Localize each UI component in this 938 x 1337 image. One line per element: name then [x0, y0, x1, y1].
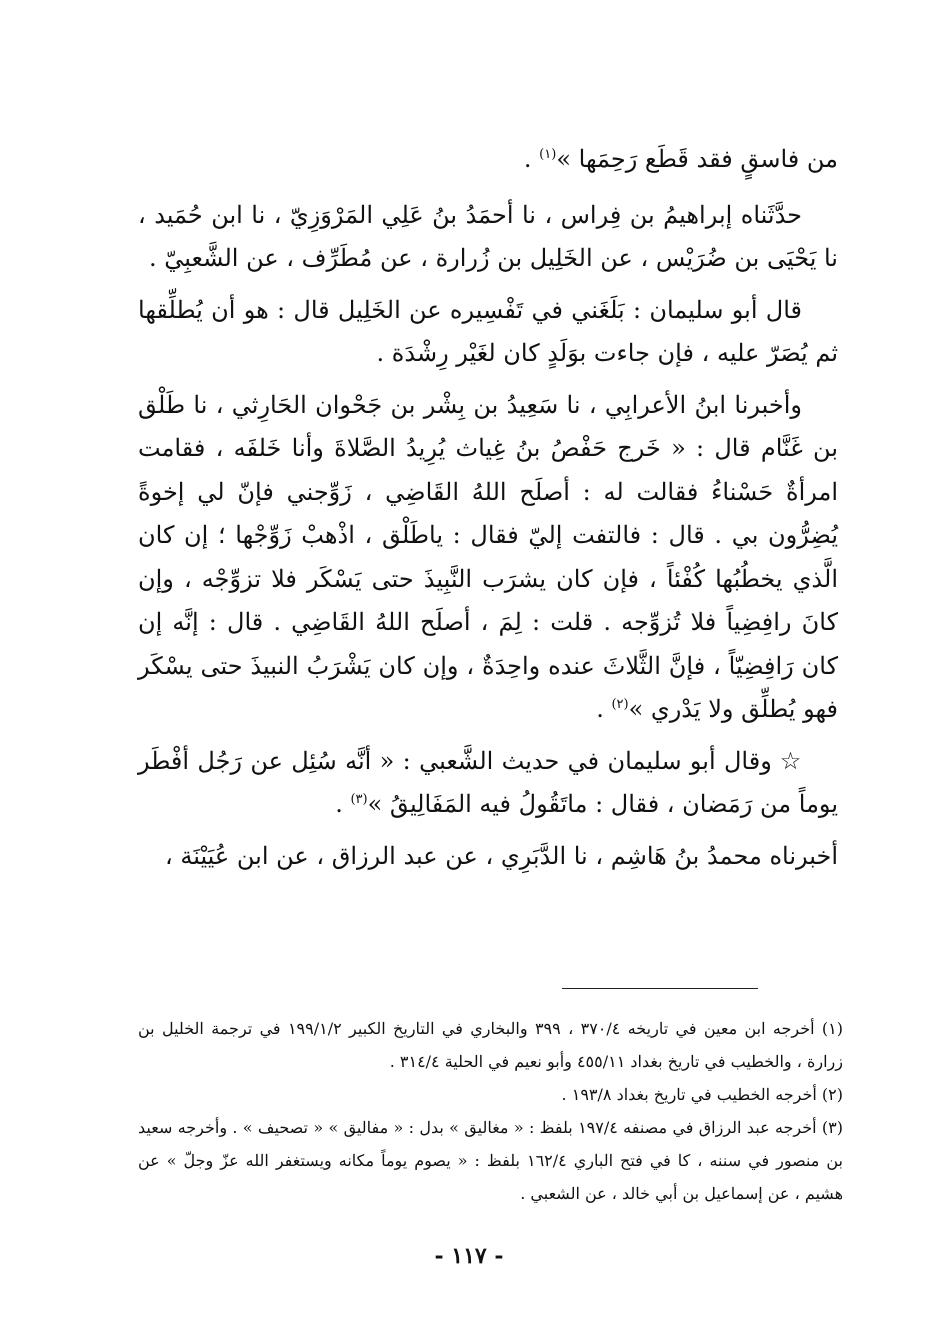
- footnote-ref-3: (٣): [350, 792, 368, 807]
- footnote-ref-2: (٢): [611, 697, 629, 712]
- footnotes: [138, 1012, 843, 1210]
- paragraph-4-end: .: [596, 695, 612, 723]
- footnote-2: (٢) أخرجه الخطيب في تاريخ بغداد ١٩٣/٨ .: [561, 1085, 843, 1104]
- footnote-divider: [562, 988, 758, 989]
- paragraph-5-text: وقال أبو سليمان في حديث الشَّعبي : « أنَّه سُئِل عن رَجُل أفْطَر يوماً من رَمَضان ، فقال : ماتَقُولُ فيه المَفَالِيقُ »: [138, 746, 838, 818]
- paragraph-4: [138, 384, 838, 732]
- footnote-ref-1: (١): [539, 147, 557, 162]
- page-number: - ١١٧ -: [434, 1243, 504, 1269]
- paragraph-6: أخبرناه محمدُ بنُ هَاشِم ، نا الدَّبَرِي ، عن عبد الرزاق ، عن ابن عُيَيْنَة ،: [164, 841, 838, 870]
- main-text: [138, 138, 838, 878]
- paragraph-5-end: .: [335, 790, 351, 818]
- paragraph-3: قال أبو سليمان : بَلَغَني في تَفْسِيره عن الخَلِيل قال : هو أن يُطلِّقها ثم يُصَرّ عليه ، فإن جاءت بوَلَدٍ كان لغَيْر رِشْدَة .: [138, 295, 838, 367]
- paragraph-1-end: .: [523, 145, 540, 173]
- paragraph-4-text: وأخبرنا ابنُ الأعرابِي ، نا سَعِيدُ بن بِشْر بن جَحْوان الحَارِثي ، نا طَلْق بن غَنَّام قال : « خَرج حَفْصُ بنُ غِياث يُرِيدُ الصَّلاةَ وأنا خَلفَه ، فقامت امرأةٌ حَسْناءُ فقالت له : أصلَح اللهُ القَاضِي ، زَوِّجني فإنّ لي إخوةً يُضِرُّون بي . قال : فالتفت إليّ فقال : ياطَلْق ، اذْهبْ زَوِّجْها ؛ إن كان الَّذي يخطُبُها كُفْئاً ، فإن كان يشرَب النَّبِيذَ حتى يَسْكَر فلا تزوِّجْه ، وإن كانَ رافِضِياً فلا تُزوِّجه . قلت : لِمَ ، أصلَح اللهُ القَاضِي . قال : إنَّه إن كان رَافِضِيّاً ، فإنَّ الثَّلاثَ عنده واحِدَةٌ ، وإن كان يَشْرَبُ النبيذَ حتى يسْكَر فهو يُطلِّق ولا يَدْري »: [138, 390, 838, 723]
- footnote-3: (٣) أخرجه عبد الرزاق في مصنفه ١٩٧/٤ بلفظ : « مغاليق » بدل : « مفاليق » « تصحيف » . وأخرجه سعيد بن منصور في سننه ، كا في فتح الباري ١٦٢/٤ بلفظ : « يصوم يوماً مكانه ويستغفر الله عزّ وجلّ » عن هشيم ، عن إسماعيل بن أبي خالد ، عن الشعبي .: [138, 1118, 844, 1203]
- footnote-1: (١) أخرجه ابن معين في تاريخه ٣٧٠/٤ ، ٣٩٩ والبخاري في التاريخ الكبير ١٩٩/١/٢ في ترجمة الخليل بن زرارة ، والخطيب في تاريخ بغداد ٤٥٥/١١ وأبو نعيم في الحلية ٣١٤/٤ .: [138, 1019, 843, 1071]
- paragraph-1-text: من فاسقٍ فقد قَطَع رَحِمَها »: [556, 145, 838, 173]
- paragraph-2: حدَّثَناه إبراهيمُ بن فِراس ، نا أحمَدُ بنُ عَلِي المَرْوَزِيّ ، نا ابن حُمَيد ، نا يَحْيَى بن ضُرَيْس ، عن الخَلِيل بن زُرارة ، عن مُطَرِّف ، عن الشَّعبِيّ .: [138, 200, 838, 272]
- paragraph-5: [138, 740, 838, 827]
- paragraph-1: [138, 138, 838, 182]
- star-icon: ☆: [779, 746, 803, 775]
